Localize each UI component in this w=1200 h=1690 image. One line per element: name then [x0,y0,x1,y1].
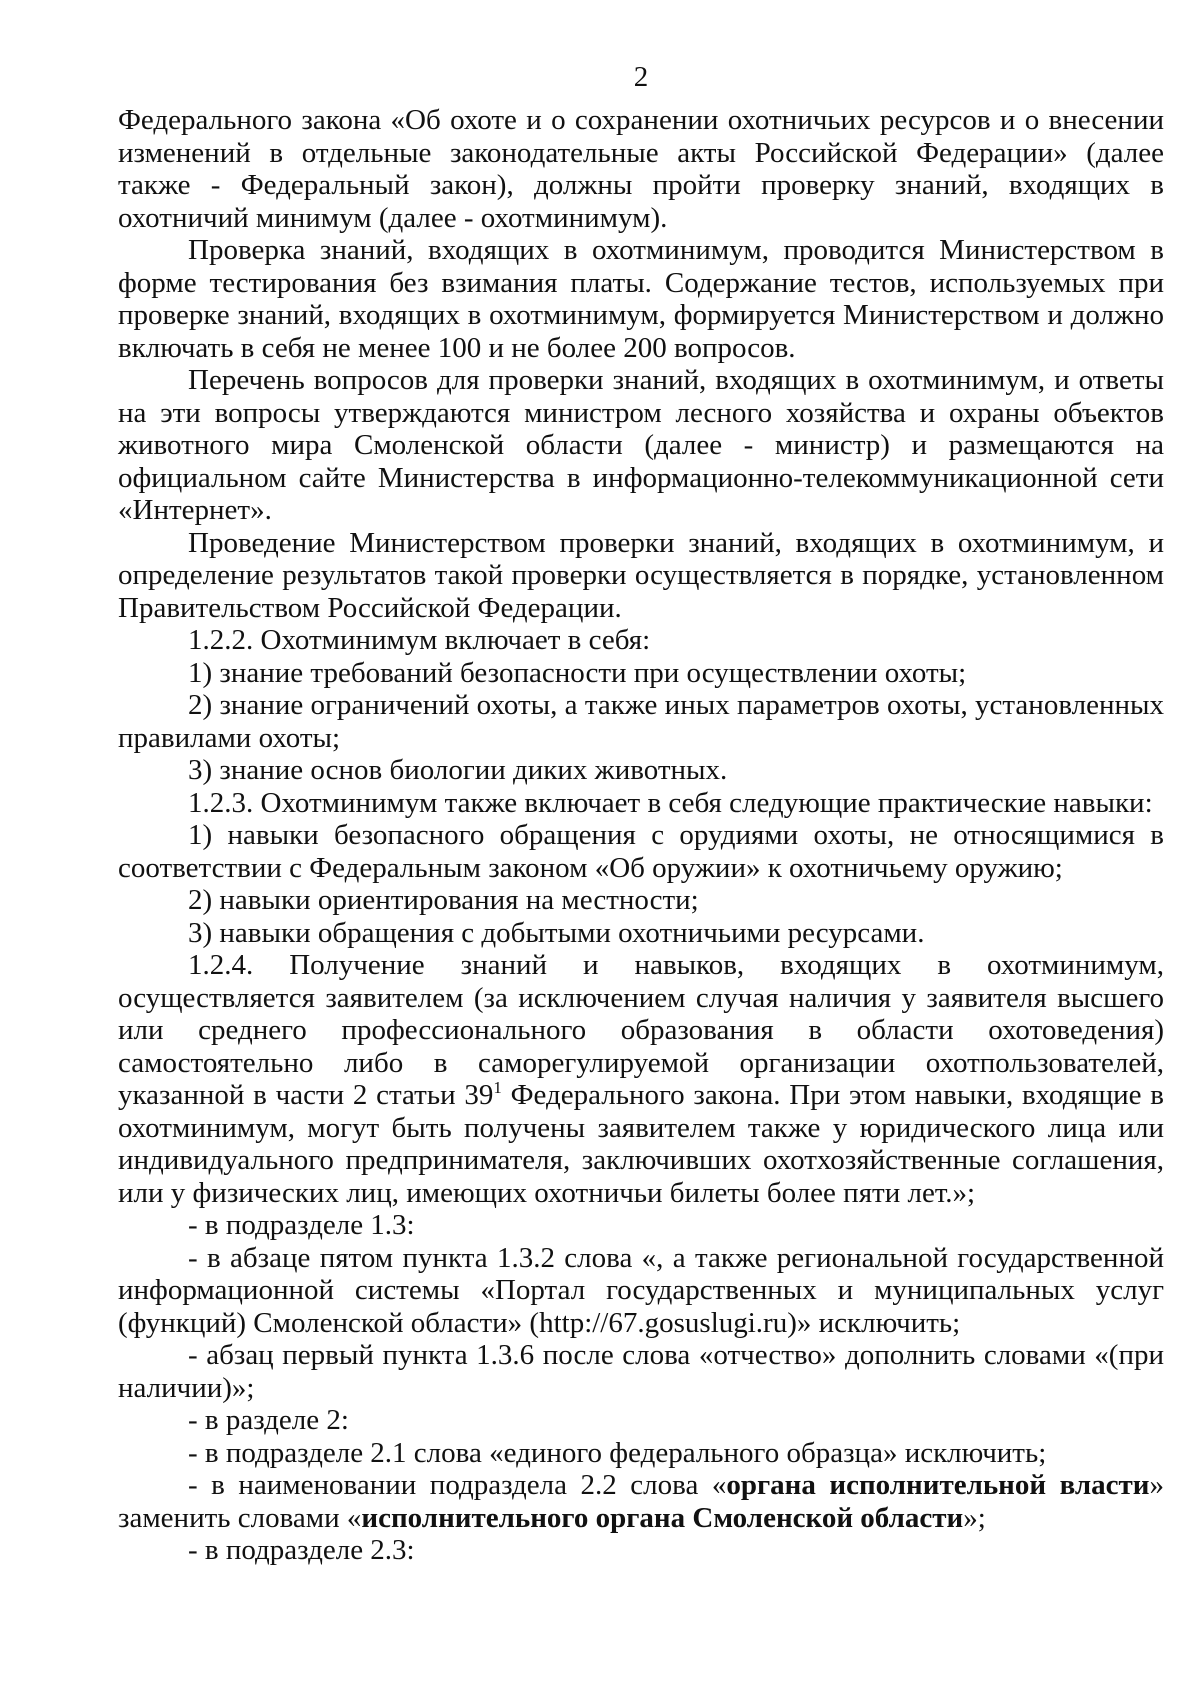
paragraph-1-2-3: 1.2.3. Охотминимум также включает в себя следующие практические навыки: [188,786,1153,819]
paragraph-1-2-2: 1.2.2. Охотминимум включает в себя: [188,624,651,656]
amendment-2-2-suffix: »; [963,1501,986,1534]
paragraph-federal-law-requirement: Федерального закона «Об охоте и о сохранении охотничьих ресурсов и о внесении изменений в отдельные законодательные акты Российской Федерации» (далее также - Федеральный закон), должны пройти проверку знаний, входящих в охотничий минимум (далее - охотминимум). [118,104,1164,234]
list-item-orientation: 2) навыки ориентирования на местности; [188,884,699,916]
paragraph-2-1-amendment: - в подразделе 2.1 слова «единого федерального образца» исключить; [188,1436,1047,1469]
paragraph-1-2-4 [118,949,1164,1209]
paragraph-1-3-6-amendment: - абзац первый пункта 1.3.6 после слова «отчество» дополнить словами «(при наличии)»; [118,1339,1164,1404]
article-superscript: 1 [493,1078,502,1097]
paragraph-knowledge-test: Проверка знаний, входящих в охотминимум, проводится Министерством в форме тестирования без взимания платы. Содержание тестов, используемых при проверке знаний, входящих в охотминимум, формируется Министерством и должно включать в себя не менее 100 и не более 200 вопросов. [118,234,1164,364]
list-item-game-handling: 3) навыки обращения с добытыми охотничьими ресурсами. [188,916,925,949]
list-item-restrictions: 2) знание ограничений охоты, а также иных параметров охоты, установленных правилами охоты; [118,689,1164,754]
amendment-2-2-middle: » заменить словами « [118,1469,1164,1534]
document-page [118,62,1164,1567]
paragraph-question-list: Перечень вопросов для проверки знаний, входящих в охотминимум, и ответы на эти вопросы утверждаются министром лесного хозяйства и охраны объектов животного мира Смоленской области (далее - министр) и размещаются на официальном сайте Министерства в информационно-телекоммуникационной сети «Интернет». [118,364,1164,526]
paragraph-1-3-2-amendment: - в абзаце пятом пункта 1.3.2 слова «, а также региональной государственной информационной системы «Портал государственных и муниципальных услуг (функций) Смоленской области» (http://67.gosuslugi.ru)» исключить; [118,1241,1164,1339]
paragraph-2-2-amendment [118,1469,1164,1534]
list-item-safety: 1) знание требований безопасности при осуществлении охоты; [188,656,967,689]
paragraph-1-2-4-part-b: Федерального закона. При этом навыки, входящие в охотминимум, могут быть получены заявителем также у юридического лица или индивидуального предпринимателя, заключивших охотхозяйственные соглашения, или у физических лиц, имеющих охотничьи билеты более пяти лет.»; [118,1079,1164,1209]
page-number: 2 [633,61,649,93]
paragraph-1-2-4-part-a: 1.2.4. Получение знаний и навыков, входящих в охотминимум, осуществляется заявителем (за исключением случая наличия у заявителя высшего или среднего профессионального образования в области охотоведения) самостоятельно либо в саморегулируемой организации охотпользователей, указанной в части 2 статьи 39 [118,949,1164,1111]
new-term-bold: исполнительного органа Смоленской области [361,1501,964,1534]
list-item-safe-handling: 1) навыки безопасного обращения с орудиями охоты, не относящимися в соответствии с Федеральным законом «Об оружии» к охотничьему оружию; [118,819,1164,884]
old-term-bold: органа исполнительной власти [726,1469,1150,1501]
amendment-2-2-prefix: - в наименовании подраздела 2.2 слова « [188,1469,727,1501]
paragraph-subsection-1-3: - в подразделе 1.3: [188,1209,415,1241]
paragraph-section-2: - в разделе 2: [188,1404,349,1436]
paragraph-subsection-2-3: - в подразделе 2.3: [188,1534,415,1566]
list-item-biology: 3) знание основ биологии диких животных. [188,754,728,786]
paragraph-test-procedure: Проведение Министерством проверки знаний, входящих в охотминимум, и определение результатов такой проверки осуществляется в порядке, установленном Правительством Российской Федерации. [118,526,1164,624]
